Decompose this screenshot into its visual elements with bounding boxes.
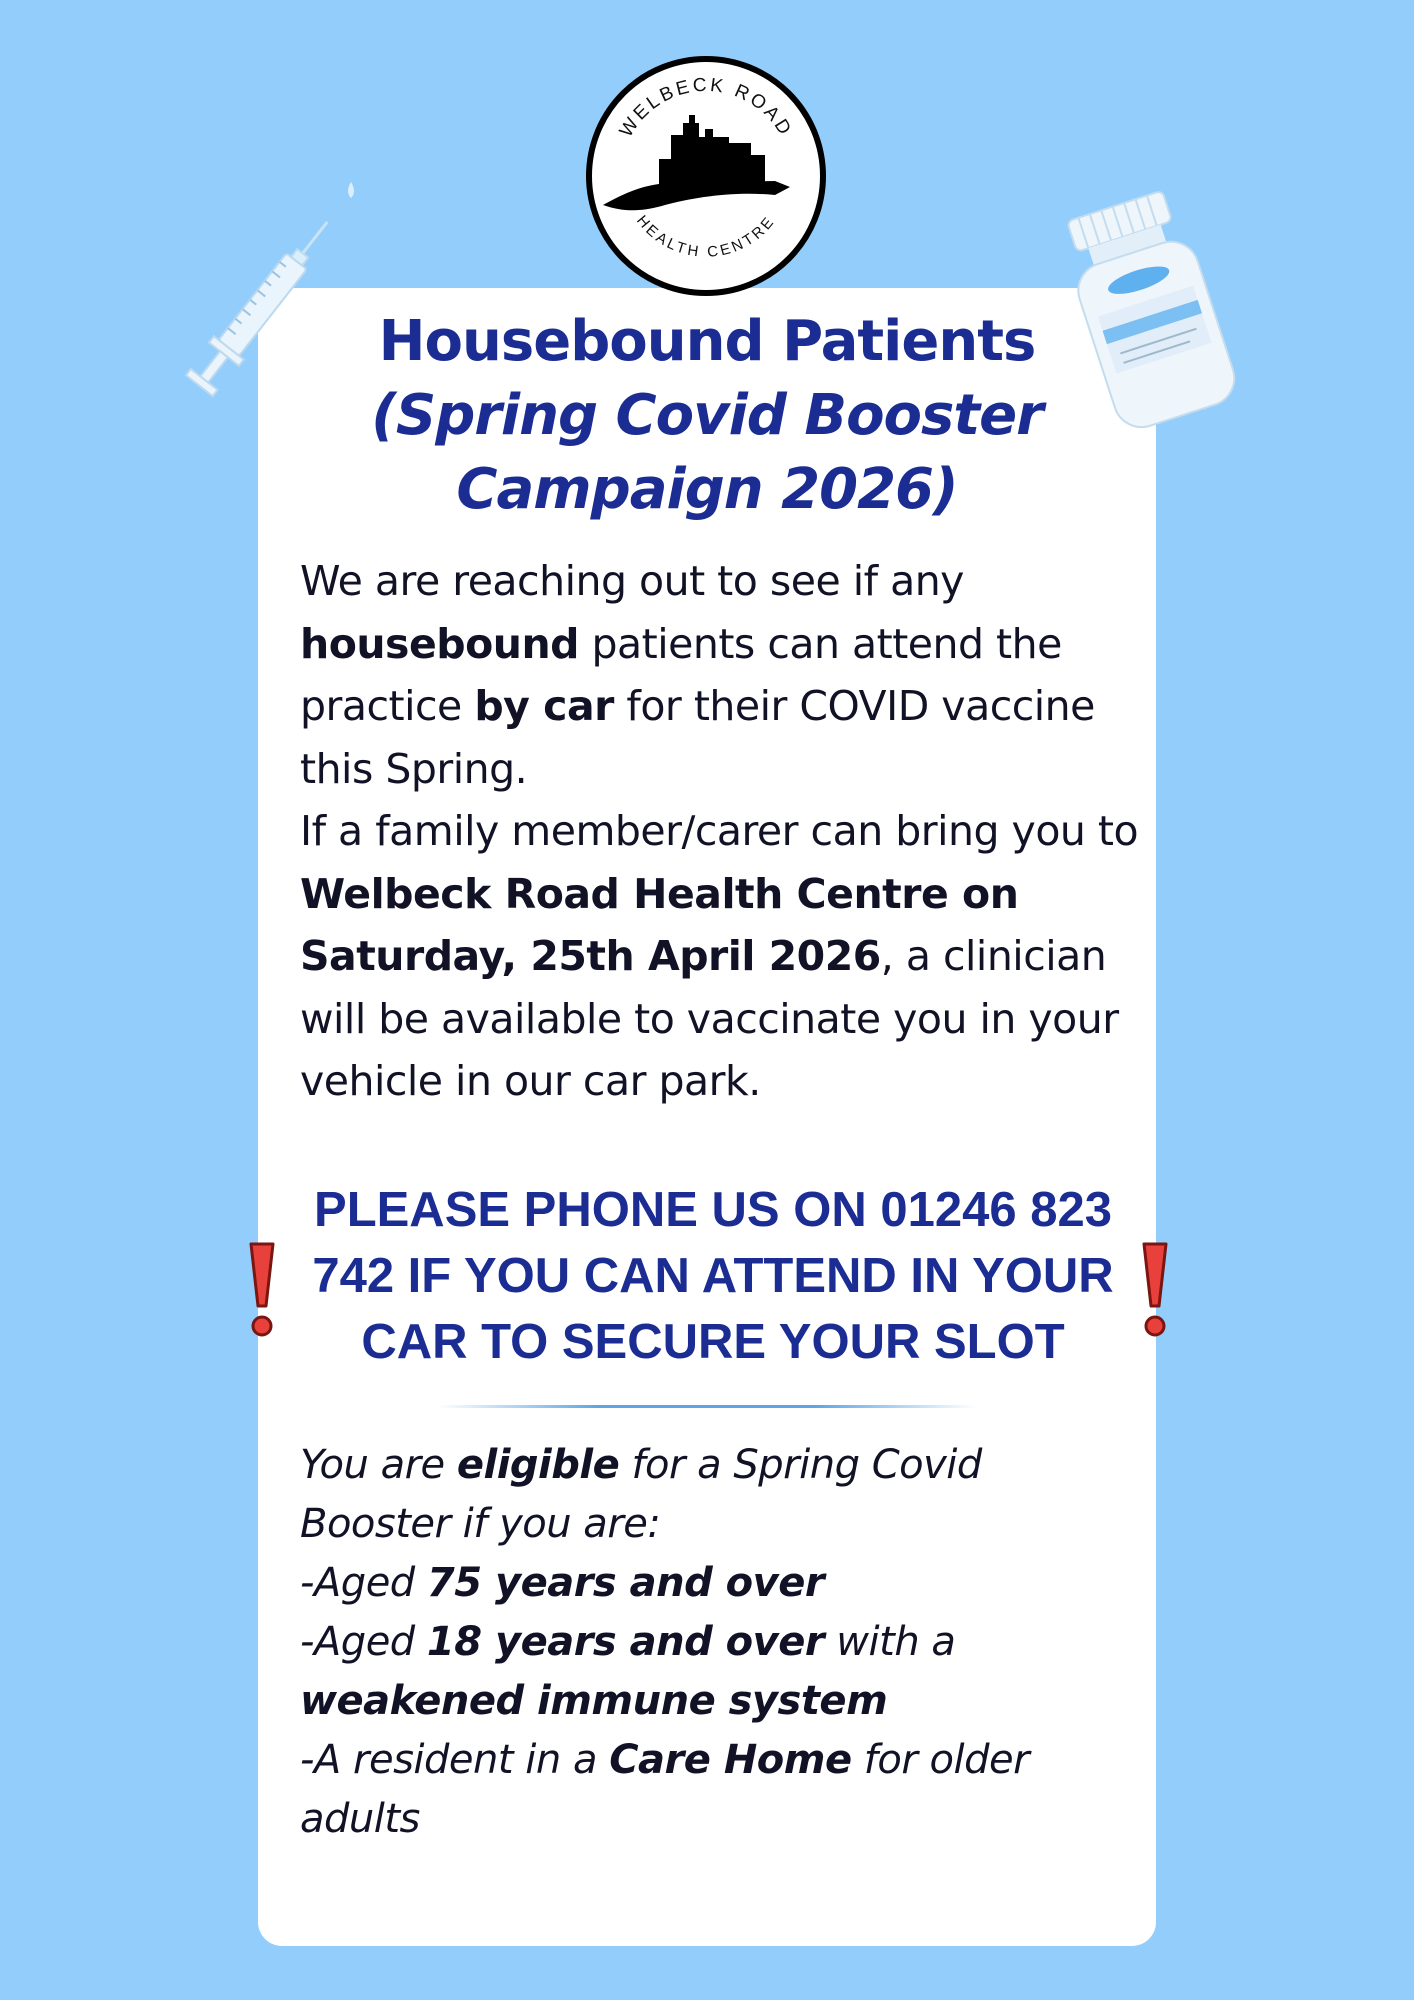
intro-text: We are reaching out to see if any <box>300 557 964 605</box>
eligibility-text: -Aged <box>300 1560 427 1606</box>
title-subtitle <box>371 383 1042 522</box>
intro-bold-housebound: housebound <box>300 619 579 668</box>
intro-bold-by-car: by car <box>474 682 614 730</box>
logo-text-top: WELBECK ROAD <box>615 74 797 142</box>
title-line-2: Spring Covid Booster <box>395 383 1043 448</box>
page-title <box>258 305 1156 527</box>
eligibility-bold: 18 years and over <box>426 1619 825 1665</box>
eligibility-text: -A resident in a <box>300 1737 610 1783</box>
exclamation-icon <box>1138 1240 1172 1340</box>
logo-text-bottom: HEALTH CENTRE <box>633 212 779 261</box>
eligibility-text: for older adults <box>300 1737 1030 1842</box>
eligibility-bold: weakened immune system <box>300 1678 888 1724</box>
eligibility-bold: 75 years and over <box>426 1560 825 1606</box>
divider <box>438 1405 976 1408</box>
title-open-paren: ( <box>371 383 396 448</box>
eligibility-bold: Care Home <box>609 1737 852 1783</box>
eligibility-item-3 <box>300 1737 1029 1842</box>
eligibility-section <box>300 1436 1120 1849</box>
intro-text: for their COVID vaccine this Spring. <box>300 682 1095 793</box>
syringe-icon <box>165 170 365 430</box>
eligibility-text: You are <box>300 1442 457 1488</box>
vaccine-vial-icon <box>1055 168 1255 428</box>
eligibility-item-1 <box>300 1560 824 1606</box>
eligibility-text: for a Spring Covid Booster if you are: <box>300 1442 982 1547</box>
health-centre-logo <box>585 55 827 297</box>
intro-bold-venue-date: Welbeck Road Health Centre on Saturday, 25th April 2026 <box>300 869 1019 980</box>
intro-text: , a clinician will be available to vaccinate you in your vehicle in our car park. <box>300 932 1119 1105</box>
exclamation-icon <box>245 1240 279 1340</box>
intro-text: If a family member/carer can bring you to <box>300 807 1139 855</box>
phone-notice: PLEASE PHONE US ON 01246 823 742 IF YOU CAN ATTEND IN YOUR CAR TO SECURE YOUR SLOT <box>312 1183 1114 1369</box>
title-close-paren: ) <box>933 457 958 522</box>
title-line-1: Housebound Patients <box>378 309 1036 374</box>
eligibility-text: -Aged <box>300 1619 427 1665</box>
eligibility-text: with a <box>824 1619 956 1665</box>
intro-paragraph <box>300 550 1140 1113</box>
title-line-3: Campaign 2026 <box>456 457 934 522</box>
eligibility-bold: eligible <box>456 1442 620 1488</box>
intro-text: patients can attend the practice <box>300 619 1062 730</box>
eligibility-item-2 <box>300 1619 955 1724</box>
